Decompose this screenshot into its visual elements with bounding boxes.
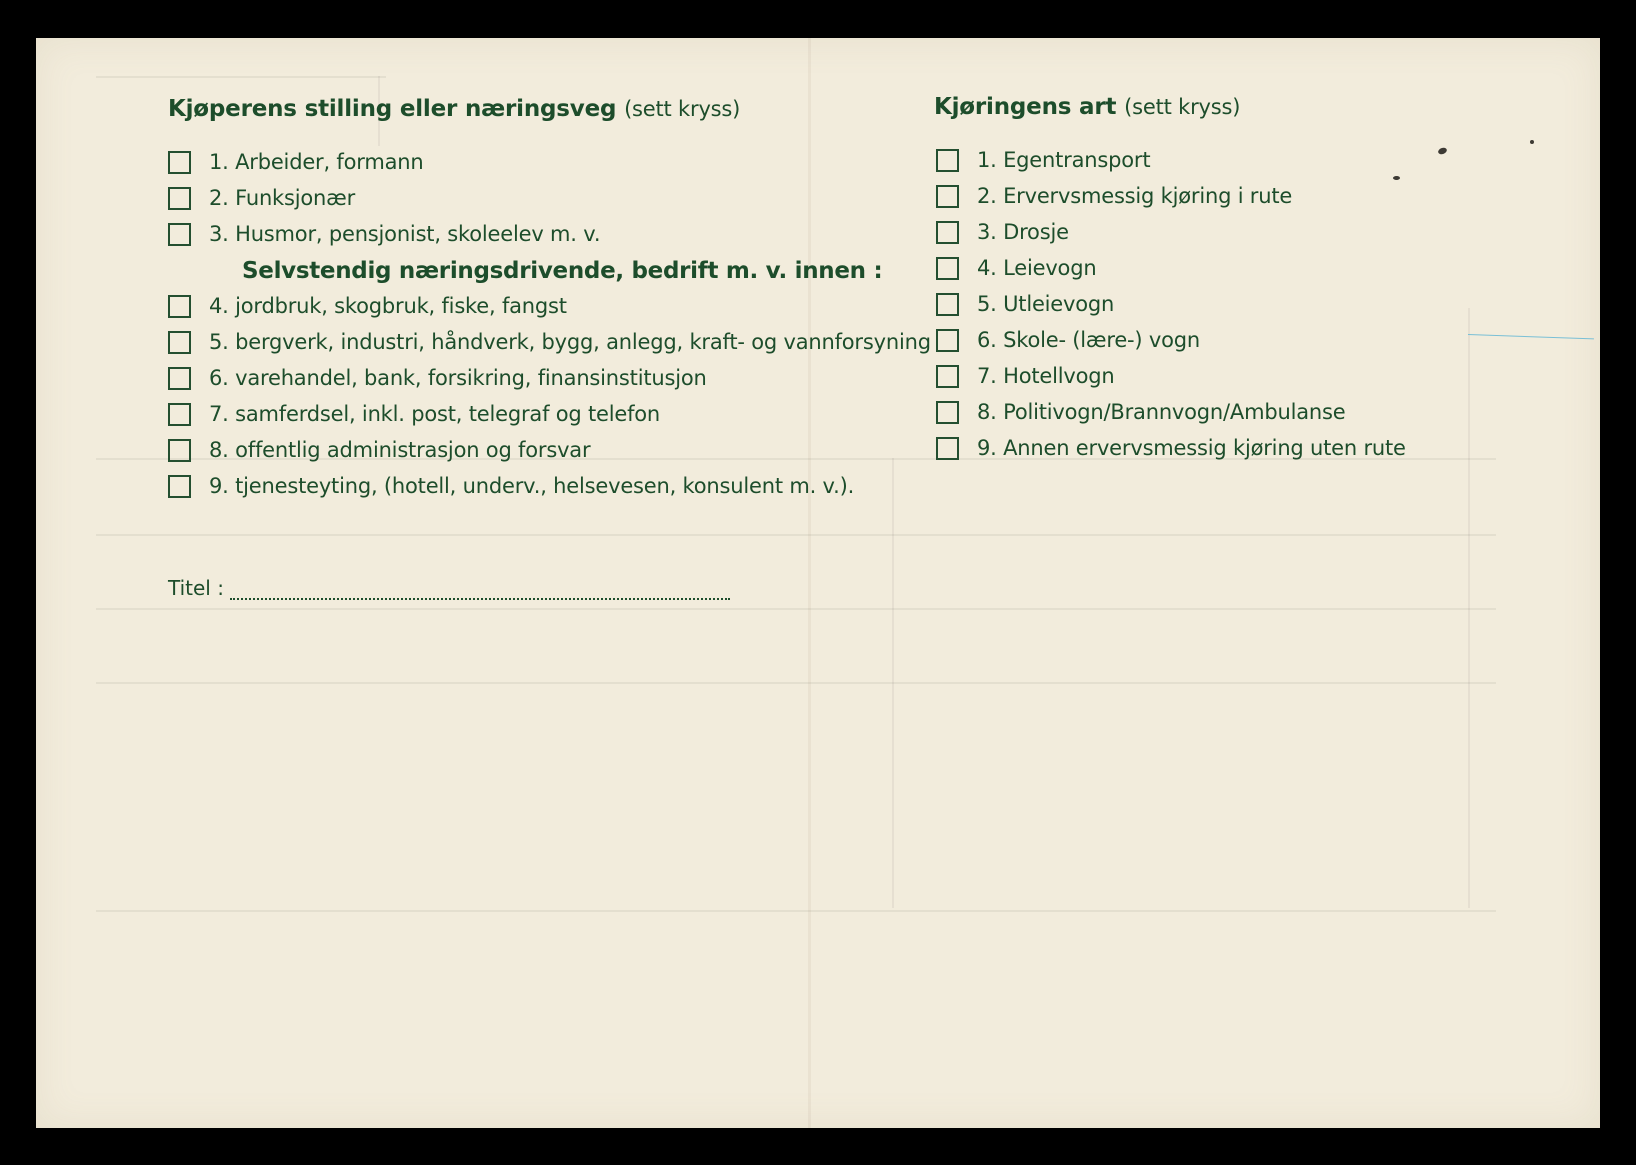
driving-option-4[interactable] bbox=[936, 254, 1096, 282]
option-label: 1. Egentransport bbox=[977, 148, 1151, 172]
option-label: 2. Ervervsmessig kjøring i rute bbox=[977, 184, 1293, 208]
option-label: 1. Arbeider, formann bbox=[209, 150, 424, 174]
option-label: 5. Utleievogn bbox=[977, 292, 1115, 316]
occupation-option-1[interactable] bbox=[168, 148, 423, 176]
option-label: 9. tjenesteyting, (hotell, underv., helsevesen, konsulent m. v.). bbox=[209, 474, 855, 498]
option-label: 3. Drosje bbox=[977, 220, 1069, 244]
checkbox[interactable] bbox=[168, 367, 191, 390]
driving-option-5[interactable] bbox=[936, 290, 1114, 318]
driving-option-7[interactable] bbox=[936, 362, 1115, 390]
checkbox[interactable] bbox=[168, 403, 191, 426]
driving-option-2[interactable] bbox=[936, 182, 1292, 210]
buyer-occupation-heading bbox=[168, 96, 740, 122]
option-label: 8. offentlig administrasjon og forsvar bbox=[209, 438, 591, 462]
checkbox[interactable] bbox=[168, 151, 191, 174]
buyer-occupation-heading-text: Kjøperens stilling eller næringsveg bbox=[168, 96, 617, 122]
checkbox[interactable] bbox=[168, 223, 191, 246]
bleed-line bbox=[892, 458, 894, 908]
occupation-option-2[interactable] bbox=[168, 184, 355, 212]
option-label: 9. Annen ervervsmessig kjøring uten rute bbox=[977, 436, 1406, 460]
driving-option-6[interactable] bbox=[936, 326, 1200, 354]
fold-line-vertical bbox=[808, 38, 811, 1128]
title-field-label: Titel : bbox=[168, 576, 224, 600]
self-employed-subheading: Selvstendig næringsdrivende, bedrift m. v. innen : bbox=[242, 258, 883, 284]
driving-option-3[interactable] bbox=[936, 218, 1069, 246]
occupation-option-5[interactable] bbox=[168, 328, 931, 356]
checkbox[interactable] bbox=[168, 187, 191, 210]
checkbox[interactable] bbox=[936, 401, 959, 424]
bleed-line bbox=[96, 76, 386, 78]
buyer-occupation-heading-note: (sett kryss) bbox=[624, 97, 741, 121]
driving-option-8[interactable] bbox=[936, 398, 1345, 426]
checkbox[interactable] bbox=[168, 475, 191, 498]
driving-type-heading bbox=[934, 94, 1240, 120]
checkbox[interactable] bbox=[936, 329, 959, 352]
checkbox[interactable] bbox=[168, 331, 191, 354]
option-label: 4. Leievogn bbox=[977, 256, 1097, 280]
checkbox[interactable] bbox=[936, 293, 959, 316]
checkbox[interactable] bbox=[936, 221, 959, 244]
bleed-line bbox=[96, 910, 1496, 912]
title-field bbox=[168, 576, 730, 600]
option-label: 6. Skole- (lære-) vogn bbox=[977, 328, 1201, 352]
title-input-line[interactable] bbox=[230, 580, 730, 600]
ink-speck bbox=[1530, 140, 1534, 144]
occupation-option-7[interactable] bbox=[168, 400, 660, 428]
option-label: 3. Husmor, pensjonist, skoleelev m. v. bbox=[209, 222, 601, 246]
driving-option-1[interactable] bbox=[936, 146, 1150, 174]
occupation-option-4[interactable] bbox=[168, 292, 567, 320]
driving-type-heading-note: (sett kryss) bbox=[1124, 95, 1241, 119]
checkbox[interactable] bbox=[936, 257, 959, 280]
driving-option-9[interactable] bbox=[936, 434, 1406, 462]
option-label: 7. Hotellvogn bbox=[977, 364, 1115, 388]
occupation-option-6[interactable] bbox=[168, 364, 707, 392]
checkbox[interactable] bbox=[936, 437, 959, 460]
checkbox[interactable] bbox=[936, 365, 959, 388]
checkbox[interactable] bbox=[168, 439, 191, 462]
bleed-line bbox=[1468, 308, 1470, 908]
bleed-line bbox=[96, 682, 1496, 684]
bleed-line bbox=[96, 534, 1496, 536]
option-label: 2. Funksjonær bbox=[209, 186, 356, 210]
option-label: 8. Politivogn/Brannvogn/Ambulanse bbox=[977, 400, 1346, 424]
bleed-line bbox=[96, 608, 1496, 610]
checkbox[interactable] bbox=[936, 185, 959, 208]
ink-speck bbox=[1393, 176, 1400, 180]
checkbox[interactable] bbox=[168, 295, 191, 318]
checkbox[interactable] bbox=[936, 149, 959, 172]
option-label: 4. jordbruk, skogbruk, fiske, fangst bbox=[209, 294, 567, 318]
occupation-option-8[interactable] bbox=[168, 436, 590, 464]
driving-type-heading-text: Kjøringens art bbox=[934, 94, 1117, 120]
option-label: 5. bergverk, industri, håndverk, bygg, anlegg, kraft- og vannforsyning bbox=[209, 330, 931, 354]
occupation-option-3[interactable] bbox=[168, 220, 600, 248]
option-label: 7. samferdsel, inkl. post, telegraf og telefon bbox=[209, 402, 661, 426]
occupation-option-9[interactable] bbox=[168, 472, 854, 500]
option-label: 6. varehandel, bank, forsikring, finansinstitusjon bbox=[209, 366, 707, 390]
